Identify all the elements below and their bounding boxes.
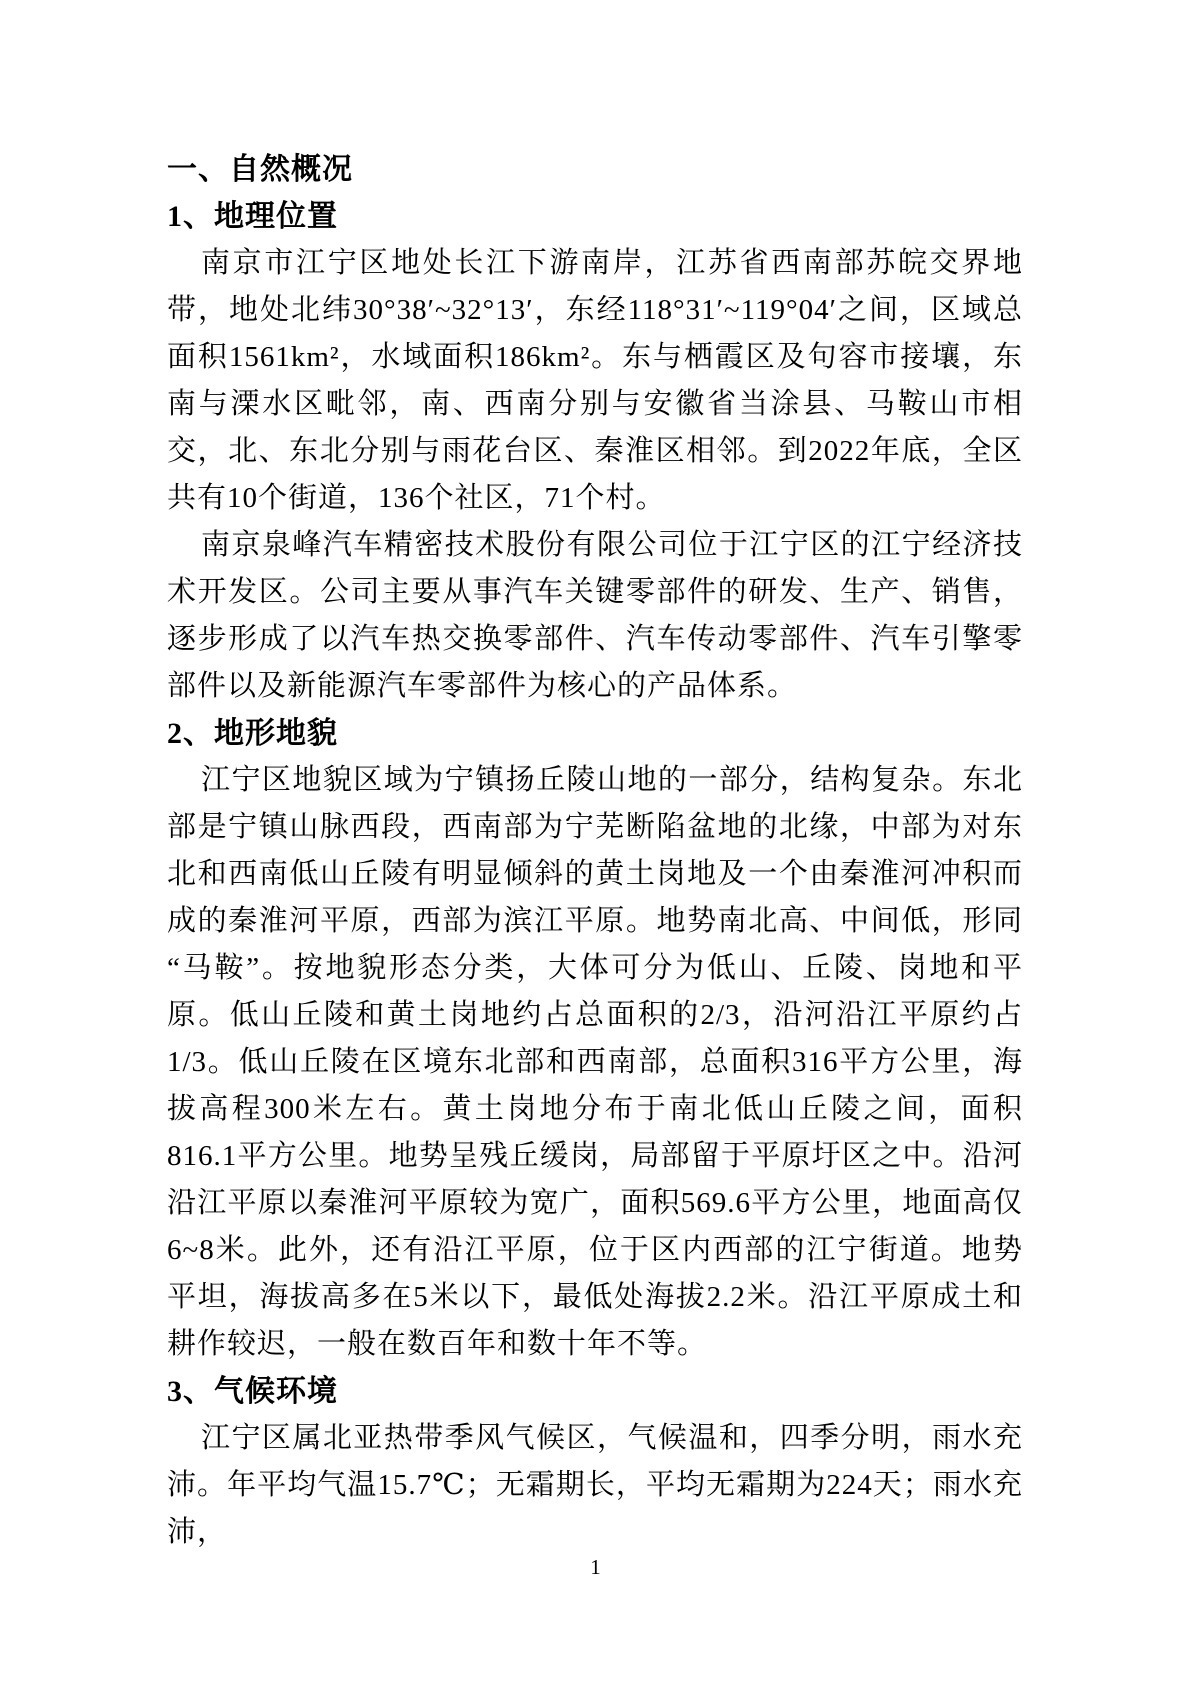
paragraph-terrain-landform: 江宁区地貌区域为宁镇扬丘陵山地的一部分，结构复杂。东北部是宁镇山脉西段，西南部为宁芜断陷盆地的北缘，中部为对东北和西南低山丘陵有明显倾斜的黄土岗地及一个由秦淮河冲积而成的秦淮河平原，西部为滨江平原。地势南北高、中间低，形同“马鞍”。按地貌形态分类，大体可分为低山、丘陵、岗地和平原。低山丘陵和黄土岗地约占总面积的2/3，沿河沿江平原约占1/3。低山丘陵在区境东北部和西南部，总面积316平方公里，海拔高程300米左右。黄土岗地分布于南北低山丘陵之间，面积816.1平方公里。地势呈残丘缓岗，局部留于平原圩区之中。沿河沿江平原以秦淮河平原较为宽广，面积569.6平方公里，地面高仅6~8米。此外，还有沿江平原，位于区内西部的江宁街道。地势平坦，海拔高多在5米以下，最低处海拔2.2米。沿江平原成土和耕作较迟，一般在数百年和数十年不等。 [167,764,1023,1360]
page-number: 1 [590,1555,601,1579]
heading-climate-environment: 3、气候环境 [167,1375,338,1408]
document-content [167,146,1023,1556]
paragraph-geographic-location: 南京市江宁区地处长江下游南岸，江苏省西南部苏皖交界地带，地处北纬30°38′~32°13′，东经118°31′~119°04′之间，区域总面积1561km²，水域面积186km²。东与栖霞区及句容市接壤，东南与溧水区毗邻，南、西南分别与安徽省当涂县、马鞍山市相交，北、东北分别与雨花台区、秦淮区相邻。到2022年底，全区共有10个街道，136个社区，71个村。 [167,247,1023,514]
heading-terrain-landform: 2、地形地貌 [167,717,338,750]
paragraph-climate-environment: 江宁区属北亚热带季风气候区，气候温和，四季分明，雨水充沛。年平均气温15.7℃；无霜期长，平均无霜期为224天；雨水充沛， [167,1422,1023,1548]
section-title-natural-overview: 一、自然概况 [167,153,353,186]
heading-geographic-location: 1、地理位置 [167,200,338,233]
paragraph-company-location: 南京泉峰汽车精密技术股份有限公司位于江宁区的江宁经济技术开发区。公司主要从事汽车关键零部件的研发、生产、销售，逐步形成了以汽车热交换零部件、汽车传动零部件、汽车引擎零部件以及新能源汽车零部件为核心的产品体系。 [167,529,1023,702]
